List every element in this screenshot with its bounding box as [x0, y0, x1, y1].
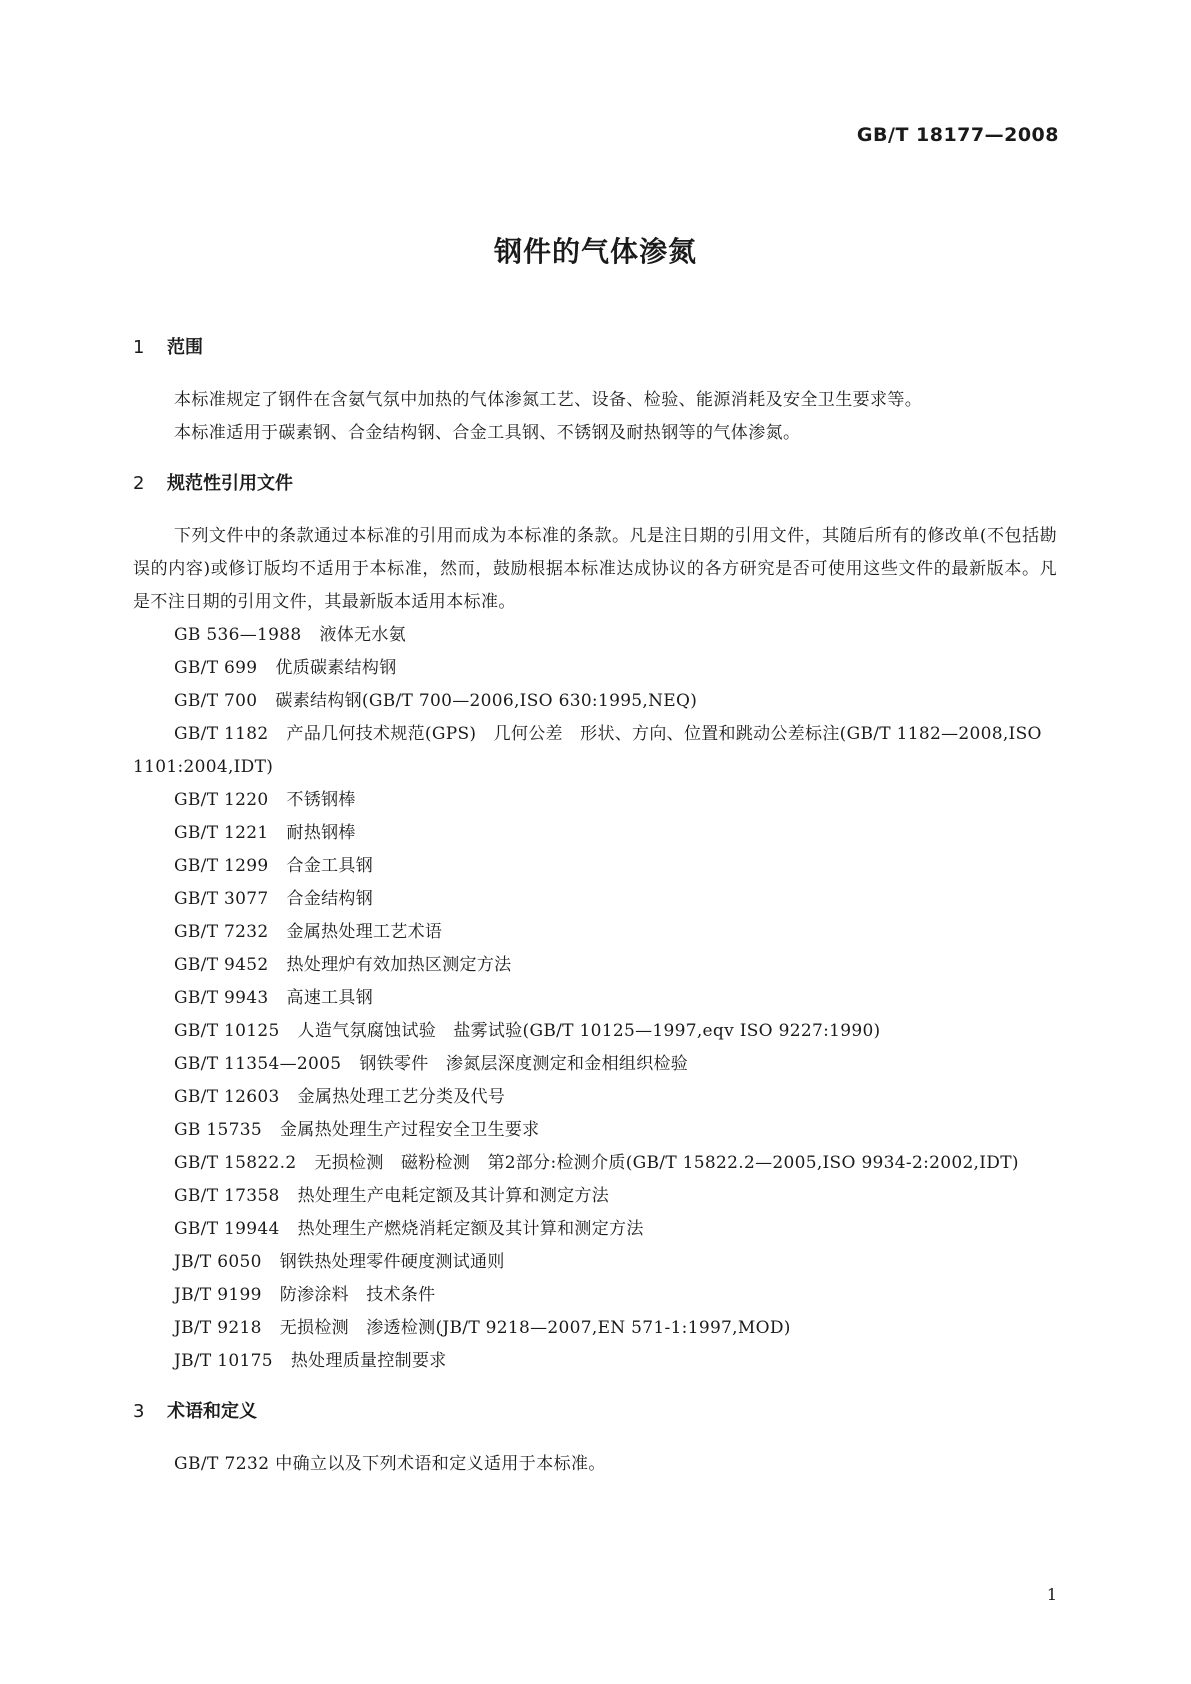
page-number: 1	[1046, 1585, 1057, 1604]
reference-code: GB/T 9943	[174, 988, 269, 1008]
section-3-heading	[133, 1398, 1057, 1426]
document-body	[133, 334, 1057, 1481]
section-title: 术语和定义	[167, 1401, 257, 1422]
scope-paragraph: 本标准规定了钢件在含氨气氛中加热的气体渗氮工艺、设备、检验、能源消耗及安全卫生要求等。	[174, 390, 923, 410]
reference-code: GB/T 9452	[174, 955, 269, 975]
reference-item	[133, 982, 1057, 1015]
reference-item	[133, 652, 1057, 685]
reference-item	[133, 1279, 1057, 1312]
reference-item	[133, 1114, 1057, 1147]
section-1-heading	[133, 334, 1057, 362]
reference-code: GB/T 17358	[174, 1186, 280, 1206]
reference-item	[133, 685, 1057, 718]
reference-code: JB/T 10175	[174, 1351, 273, 1371]
reference-code: JB/T 9218	[174, 1318, 262, 1338]
section-2-heading	[133, 470, 1057, 498]
reference-title: 碳素结构钢(GB/T 700—2006,ISO 630:1995,NEQ)	[275, 691, 698, 711]
reference-title: 防渗涂料 技术条件	[279, 1285, 436, 1305]
reference-title: 金属热处理工艺分类及代号	[297, 1087, 506, 1107]
reference-code: JB/T 9199	[174, 1285, 262, 1305]
reference-title: 热处理生产电耗定额及其计算和测定方法	[297, 1186, 610, 1206]
reference-item	[133, 1147, 1057, 1180]
reference-code: GB/T 1221	[174, 823, 269, 843]
reference-item	[133, 1345, 1057, 1378]
reference-title: 热处理生产燃烧消耗定额及其计算和测定方法	[297, 1219, 644, 1239]
reference-title: 人造气氛腐蚀试验 盐雾试验(GB/T 10125—1997,eqv ISO 9227:1990)	[297, 1021, 881, 1041]
reference-list	[133, 619, 1057, 1378]
reference-item	[133, 1048, 1057, 1081]
scope-paragraph: 本标准适用于碳素钢、合金结构钢、合金工具钢、不锈钢及耐热钢等的气体渗氮。	[174, 423, 801, 443]
reference-item	[133, 784, 1057, 817]
reference-title: 合金工具钢	[286, 856, 374, 876]
reference-code: GB/T 7232	[174, 922, 269, 942]
section-number: 1	[133, 337, 145, 358]
reference-title: 无损检测 磁粉检测 第2部分:检测介质(GB/T 15822.2—2005,ISO 9934-2:2002,IDT)	[314, 1153, 1019, 1173]
reference-code: GB/T 19944	[174, 1219, 280, 1239]
reference-title: 钢铁零件 渗氮层深度测定和金相组织检验	[359, 1054, 689, 1074]
reference-code: GB/T 10125	[174, 1021, 280, 1041]
reference-item	[133, 1081, 1057, 1114]
reference-item	[133, 1015, 1057, 1048]
reference-title: 液体无水氨	[319, 625, 406, 645]
reference-code: JB/T 6050	[174, 1252, 262, 1272]
reference-code: GB/T 11354—2005	[174, 1054, 342, 1074]
standard-code: GB/T 18177—2008	[856, 124, 1059, 146]
reference-item	[133, 916, 1057, 949]
section-number: 2	[133, 473, 145, 494]
reference-title: 优质碳素结构钢	[275, 658, 397, 678]
references-intro: 下列文件中的条款通过本标准的引用而成为本标准的条款。凡是注日期的引用文件，其随后所有的修改单(不包括勘误的内容)或修订版均不适用于本标准，然而，鼓励根据本标准达成协议的各方研究是否可使用这些文件的最新版本。凡是不注日期的引用文件，其最新版本适用本标准。	[133, 526, 1057, 612]
reference-item	[133, 1180, 1057, 1213]
reference-code: GB/T 700	[174, 691, 258, 711]
reference-code: GB/T 12603	[174, 1087, 280, 1107]
document-title: 钢件的气体渗氮	[493, 235, 697, 268]
reference-item	[133, 619, 1057, 652]
reference-code: GB/T 1299	[174, 856, 269, 876]
reference-code: GB 15735	[174, 1120, 262, 1140]
reference-title: 高速工具钢	[286, 988, 374, 1008]
section-title: 范围	[167, 337, 203, 358]
section-title: 规范性引用文件	[167, 473, 293, 494]
reference-code: GB/T 699	[174, 658, 258, 678]
reference-item	[133, 949, 1057, 982]
reference-title: 耐热钢棒	[286, 823, 356, 843]
reference-title: 热处理炉有效加热区测定方法	[286, 955, 512, 975]
reference-title: 不锈钢棒	[286, 790, 356, 810]
reference-code: GB 536—1988	[174, 625, 302, 645]
reference-item	[133, 1246, 1057, 1279]
reference-title: 合金结构钢	[286, 889, 374, 909]
reference-item	[133, 850, 1057, 883]
reference-title: 无损检测 渗透检测(JB/T 9218—2007,EN 571-1:1997,MOD)	[279, 1318, 791, 1338]
reference-code: GB/T 1220	[174, 790, 269, 810]
reference-code: GB/T 1182	[174, 724, 269, 744]
reference-code: GB/T 3077	[174, 889, 269, 909]
reference-item	[133, 817, 1057, 850]
reference-title: 金属热处理生产过程安全卫生要求	[279, 1120, 540, 1140]
reference-title: 钢铁热处理零件硬度测试通则	[279, 1252, 505, 1272]
reference-title: 金属热处理工艺术语	[286, 922, 443, 942]
reference-code: GB/T 15822.2	[174, 1153, 297, 1173]
reference-item	[133, 1312, 1057, 1345]
reference-item	[133, 718, 1057, 784]
terms-paragraph: GB/T 7232 中确立以及下列术语和定义适用于本标准。	[174, 1454, 606, 1474]
reference-title: 热处理质量控制要求	[290, 1351, 447, 1371]
reference-title: 产品几何技术规范(GPS) 几何公差 形状、方向、位置和跳动公差标注(GB/T 1182—2008,ISO 1101:2004,IDT)	[133, 724, 1042, 777]
reference-item	[133, 1213, 1057, 1246]
reference-item	[133, 883, 1057, 916]
section-number: 3	[133, 1401, 145, 1422]
